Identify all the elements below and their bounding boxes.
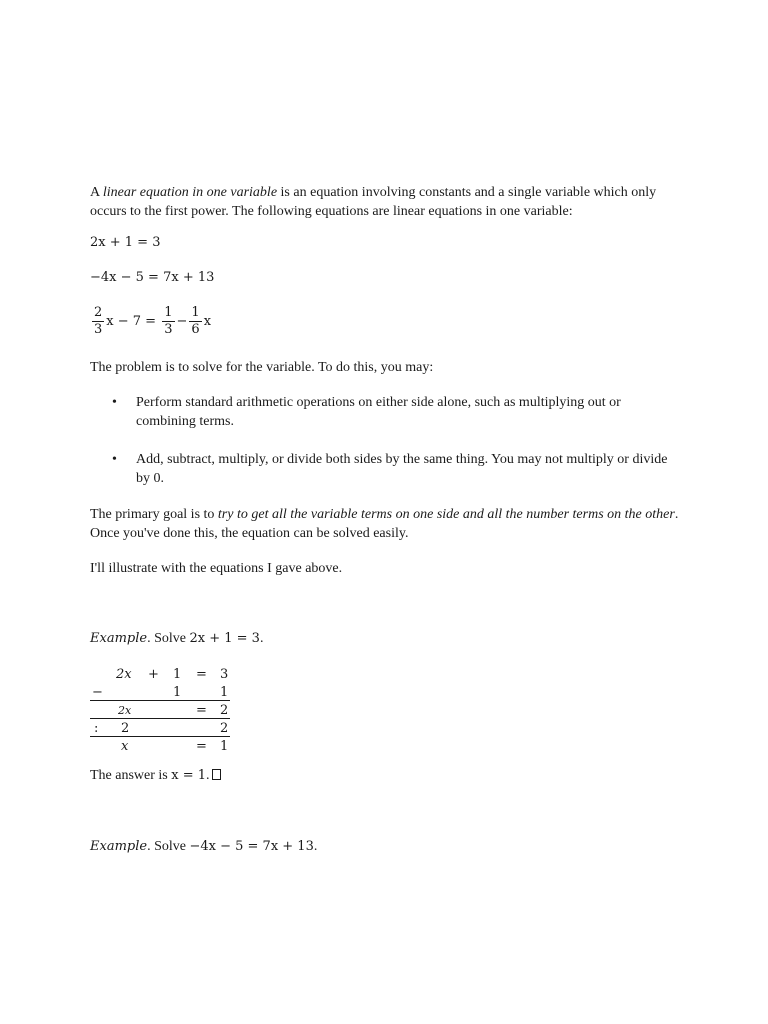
example-1-heading: Example. Solve 2x + 1 = 3. — [90, 631, 264, 646]
intro-paragraph — [90, 183, 680, 221]
fraction-one-third: $\frac{1}{3}$ — [164, 304, 173, 337]
example-1-equation: 2x + 1 = 3 — [189, 631, 260, 646]
table-rule — [90, 700, 230, 701]
equation-3-middle: x − 7 = — [106, 313, 157, 329]
problem-statement: The problem is to solve for the variable. To do this, you may: — [90, 360, 434, 375]
example-label: Example — [90, 839, 148, 854]
work-table: 2x + 1 = 3 − 1 1 2x = 2 : 2 2 x = 1 — [92, 667, 229, 754]
bullet-icon: • — [112, 395, 117, 410]
intro-text-end: is an equation involving constants and a single variable which only occurs to the first power. The following equations are linear equations in one variable: — [90, 185, 657, 219]
illustrate-paragraph: I'll illustrate with the equations I gave above. — [90, 561, 343, 576]
rules-list — [90, 393, 680, 507]
table-rule — [90, 736, 230, 737]
fraction-two-thirds: $\frac{2}{3}$ — [94, 304, 103, 337]
list-item: • Perform standard arithmetic operations on either side alone, such as multiplying out or combining terms. — [112, 395, 621, 429]
equation-3-minus: − — [176, 313, 188, 329]
intro-text-start: A — [90, 185, 103, 200]
answer-line: The answer is x = 1. — [90, 766, 221, 785]
example-2-equation: −4x − 5 = 7x + 13 — [189, 839, 314, 854]
equation-3 — [90, 301, 211, 341]
bullet-icon: • — [112, 452, 117, 467]
answer-equation: x = 1 — [171, 768, 207, 783]
goal-paragraph: The primary goal is to try to get all the variable terms on one side and all the number terms on the other. Once you've done this, the equation can be solved easily. — [90, 507, 679, 541]
table-rule — [90, 718, 230, 719]
equation-2: −4x − 5 = 7x + 13 — [90, 270, 215, 285]
example-label: Example — [90, 631, 148, 646]
equation-3-tail: x — [203, 313, 212, 329]
goal-emphasis: try to get all the variable terms on one side and all the number terms on the other — [217, 507, 675, 522]
qed-box-icon — [212, 769, 221, 780]
equation-1: 2x + 1 = 3 — [90, 235, 161, 250]
example-2-heading: Example. Solve −4x − 5 = 7x + 13. — [90, 839, 318, 854]
list-item: • Add, subtract, multiply, or divide both sides by the same thing. You may not multiply or divide by 0. — [112, 452, 668, 486]
intro-term: linear equation in one variable — [102, 185, 278, 200]
fraction-one-sixth: $\frac{1}{6}$ — [191, 304, 200, 337]
